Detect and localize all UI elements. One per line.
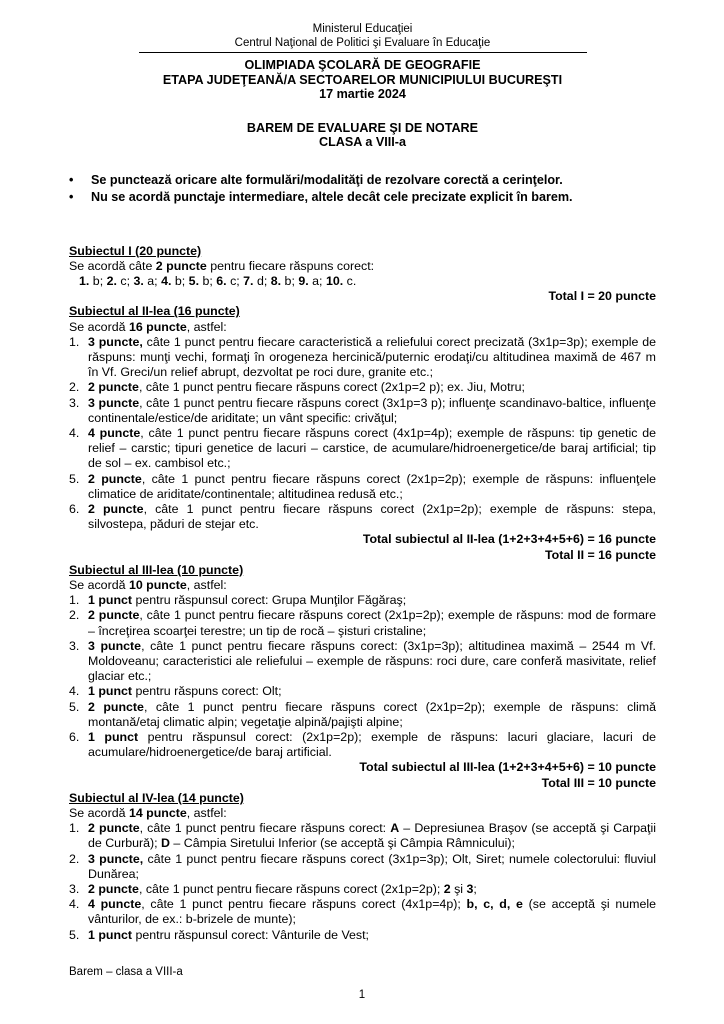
answer-item: 8. b; — [270, 273, 295, 288]
answer-item: 5. b; — [188, 273, 213, 288]
rule-item: • Nu se acordă punctaje intermediare, altele decât cele precizate explicit în barem. — [69, 189, 656, 207]
title-stage: ETAPA JUDEŢEANĂ/A SECTOARELOR MUNICIPIULUI BUCUREŞTI — [162, 72, 563, 87]
barem-title: BAREM DE EVALUARE ŞI DE NOTARE — [246, 120, 479, 135]
title-date: 17 martie 2024 — [319, 87, 406, 101]
class-title: CLASA a VIII-a — [318, 135, 406, 149]
section-2-intro: Se acordă 16 puncte, astfel: — [69, 319, 227, 334]
section-1-title: Subiectul I (20 puncte) — [69, 243, 202, 258]
header-divider — [139, 52, 587, 53]
answer-item: 2. c; — [106, 273, 131, 288]
section-2-subtotal: Total subiectul al II-lea (1+2+3+4+5+6) = 16 puncte — [362, 532, 656, 547]
list-item: 1. 1 punct pentru răspunsul corect: Grupa Munţilor Făgăraş; — [69, 593, 407, 608]
section-4-intro: Se acordă 14 puncte, astfel: — [69, 806, 227, 821]
section-3-total: Total III = 10 puncte — [541, 775, 656, 790]
section-3-intro: Se acordă 10 puncte, astfel: — [69, 577, 227, 592]
answer-item: 9. a; — [298, 273, 323, 288]
ministry-name: Ministerul Educaţiei — [312, 23, 413, 35]
page-number: 1 — [358, 989, 366, 1001]
title-block — [69, 58, 656, 102]
list-item: 1. 3 puncte, câte 1 punct pentru fiecare caracteristică a reliefului corect precizată (3x1p=3p); exemple de răspuns: munţi vechi, formaţi în orogeneza hercinică/puternic erodaţi/cu altitudinea maximă de 467 m în Vf. Greci/un relief abrupt, dezvoltat pe roci dure, granite etc.; — [69, 334, 657, 380]
list-item: 6. 1 punct pentru răspunsul corect: (2x1p=2p); exemple de răspuns: lacuri glaciare, lacuri de acumulare/hidroenergetice/de baraj artificial. — [69, 730, 657, 760]
answer-item: 1. b; — [79, 273, 104, 288]
list-item: 3. 3 puncte, câte 1 punct pentru fiecare răspuns corect: (3x1p=3p); altitudinea maximă – 2544 m Vf. Moldoveanu; caracteristici ale reliefului – exemple de răspuns: roci dure, care conferă masivitate, relief glaciar etc.; — [69, 638, 656, 684]
section-4-title: Subiectul al IV-lea (14 puncte) — [69, 790, 244, 805]
list-item: 4. 4 puncte, câte 1 punct pentru fiecare răspuns corect (4x1p=4p); exemple de răspuns: tip genetic de relief – carstic; tipuri genetice de lacuri – carstice, de acumulare/hidroenergetice/de baraj artificial; tip de sol – ex. cambisol etc.; — [69, 425, 657, 471]
section-3 — [69, 563, 656, 791]
rules-list — [69, 172, 656, 207]
list-item: 3. 3 puncte, câte 1 punct pentru fiecare răspuns corect (3x1p=3 p); influenţe scandinavo-baltice, influenţe continentale/estice/de ariditate; un vânt specific: crivăţul; — [69, 395, 656, 425]
center-name: Centrul Naţional de Politici şi Evaluare în Educaţie — [234, 37, 491, 49]
list-item: 2. 3 puncte, câte 1 punct pentru fiecare răspuns corect (3x1p=3p); Olt, Siret; numele colectorului: fluviul Dunărea; — [69, 851, 657, 881]
title-olympiad: OLIMPIADA ŞCOLARĂ DE GEOGRAFIE — [244, 58, 481, 72]
bullet-icon: • — [69, 190, 74, 204]
section-2 — [69, 304, 656, 562]
section-3-items — [69, 593, 656, 760]
section-1-answers — [69, 274, 656, 289]
list-item: 4. 4 puncte, câte 1 punct pentru fiecare răspuns corect (4x1p=4p); b, c, d, e (se acceptă şi numele vânturilor, de ex.: b-brizele de munte); — [69, 897, 657, 927]
section-2-total: Total II = 16 puncte — [545, 547, 656, 562]
list-item: 5. 2 puncte, câte 1 punct pentru fiecare răspuns corect (2x1p=2p); exemple de răspuns: climă montană/etaj climatic alpin; vegetaţie alpină/pajişti alpine; — [69, 699, 657, 729]
list-item: 3. 2 puncte, câte 1 punct pentru fiecare răspuns corect (2x1p=2p); 2 şi 3; — [69, 882, 477, 897]
rule-item: • Se punctează oricare alte formulări/modalităţi de rezolvare corectă a cerinţelor. — [69, 172, 656, 190]
list-item: 4. 1 punct pentru răspuns corect: Olt; — [69, 684, 282, 699]
list-item: 5. 2 puncte, câte 1 punct pentru fiecare răspuns corect (2x1p=2p); exemple de răspuns: influenţele climatice de ariditate/continentale; altitudinea redusă etc.; — [69, 471, 657, 501]
section-2-title: Subiectul al II-lea (16 puncte) — [69, 304, 240, 319]
answer-item: 3. a; — [133, 273, 158, 288]
section-4 — [69, 791, 656, 943]
list-item: 2. 2 puncte, câte 1 punct pentru fiecare răspuns corect (2x1p=2 p); ex. Jiu, Motru; — [69, 380, 525, 395]
barem-block — [69, 121, 656, 150]
section-3-title: Subiectul al III-lea (10 puncte) — [69, 562, 244, 577]
answer-item: 6. c; — [216, 273, 240, 288]
list-item: 1. 2 puncte, câte 1 punct pentru fiecare răspuns corect: A – Depresiunea Braşov (se acceptă şi Carpaţii de Curbură); D – Câmpia Siretului Inferior (se acceptă şi Câmpia Râmnicului); — [69, 821, 656, 851]
answer-item: 7. d; — [243, 273, 268, 288]
section-2-items — [69, 335, 656, 533]
section-4-items — [69, 821, 656, 943]
header — [69, 0, 656, 53]
section-1 — [69, 244, 656, 305]
section-3-subtotal: Total subiectul al III-lea (1+2+3+4+5+6) = 10 puncte — [359, 760, 656, 775]
answer-item: 10. c. — [325, 273, 357, 288]
bullet-icon: • — [69, 172, 74, 187]
list-item: 6. 2 puncte, câte 1 punct pentru fiecare răspuns corect (2x1p=2p); exemple de răspuns: stepa, silvostepa, păduri de stejar etc. — [69, 501, 657, 532]
section-1-total: Total I = 20 puncte — [548, 289, 656, 304]
section-1-intro: Se acordă câte 2 puncte pentru fiecare răspuns corect: — [69, 258, 375, 273]
list-item: 2. 2 puncte, câte 1 punct pentru fiecare răspuns corect (2x1p=2p); exemple de răspuns: mod de formare – încreţirea scoarţei terestre; un tip de rocă – şisturi cristaline; — [69, 608, 656, 638]
list-item: 5. 1 punct pentru răspunsul corect: Vânturile de Vest; — [69, 927, 369, 942]
footer-label: Barem – clasa a VIII-a — [69, 966, 183, 978]
answer-item: 4. b; — [161, 273, 186, 288]
